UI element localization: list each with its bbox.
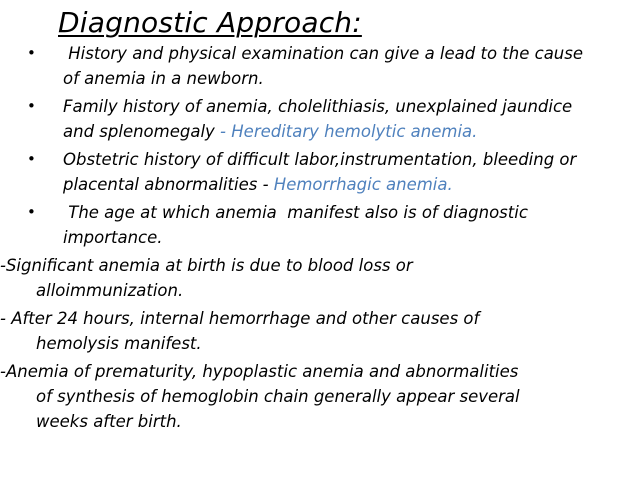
note-3-line-1: -Anemia of prematurity, hypoplastic anemia and abnormalities (0, 362, 519, 381)
bullet-2-highlight-text: - Hereditary hemolytic anemia. (214, 122, 478, 141)
slide-body (0, 41, 627, 434)
note-2-line-2: hemolysis manifest. (36, 334, 202, 353)
bullet-3-line-1: Obstetric history of difficult labor,instrumentation, bleeding or (63, 150, 577, 169)
bullet-4-line-1: The age at which anemia manifest also is of diagnostic (63, 203, 528, 222)
bullet-4 (27, 200, 627, 225)
bullet-2-plain-text: and splenomegaly (63, 122, 215, 141)
bullet-icon: • (27, 203, 36, 221)
slide-title: Diagnostic Approach: (58, 6, 362, 39)
bullet-3 (27, 147, 627, 172)
bullet-1-line-1: History and physical examination can give a lead to the cause (63, 44, 584, 63)
bullet-1 (27, 41, 627, 66)
note-3-line-2: of synthesis of hemoglobin chain generally appear several (36, 387, 520, 406)
bullet-3-line-2 (27, 172, 627, 197)
bullet-3-plain-text: placental abnormalities - (63, 175, 274, 194)
bullet-icon: • (27, 44, 36, 62)
bullet-2-line-1: Family history of anemia, cholelithiasis, unexplained jaundice (63, 97, 573, 116)
bullet-2 (27, 94, 627, 119)
bullet-3-highlight-text: Hemorrhagic anemia. (273, 175, 453, 194)
bullet-1-line-2: of anemia in a newborn. (63, 69, 264, 88)
note-3-line-3: weeks after birth. (36, 412, 182, 431)
bullet-icon: • (27, 150, 36, 168)
bullet-2-line-2 (27, 119, 627, 144)
note-1-line-1: -Significant anemia at birth is due to blood loss or (0, 256, 413, 275)
note-2-line-1: - After 24 hours, internal hemorrhage and other causes of (0, 309, 480, 328)
note-1-line-2: alloimmunization. (36, 281, 184, 300)
bullet-4-line-2: importance. (63, 228, 163, 247)
bullet-icon: • (27, 97, 36, 115)
